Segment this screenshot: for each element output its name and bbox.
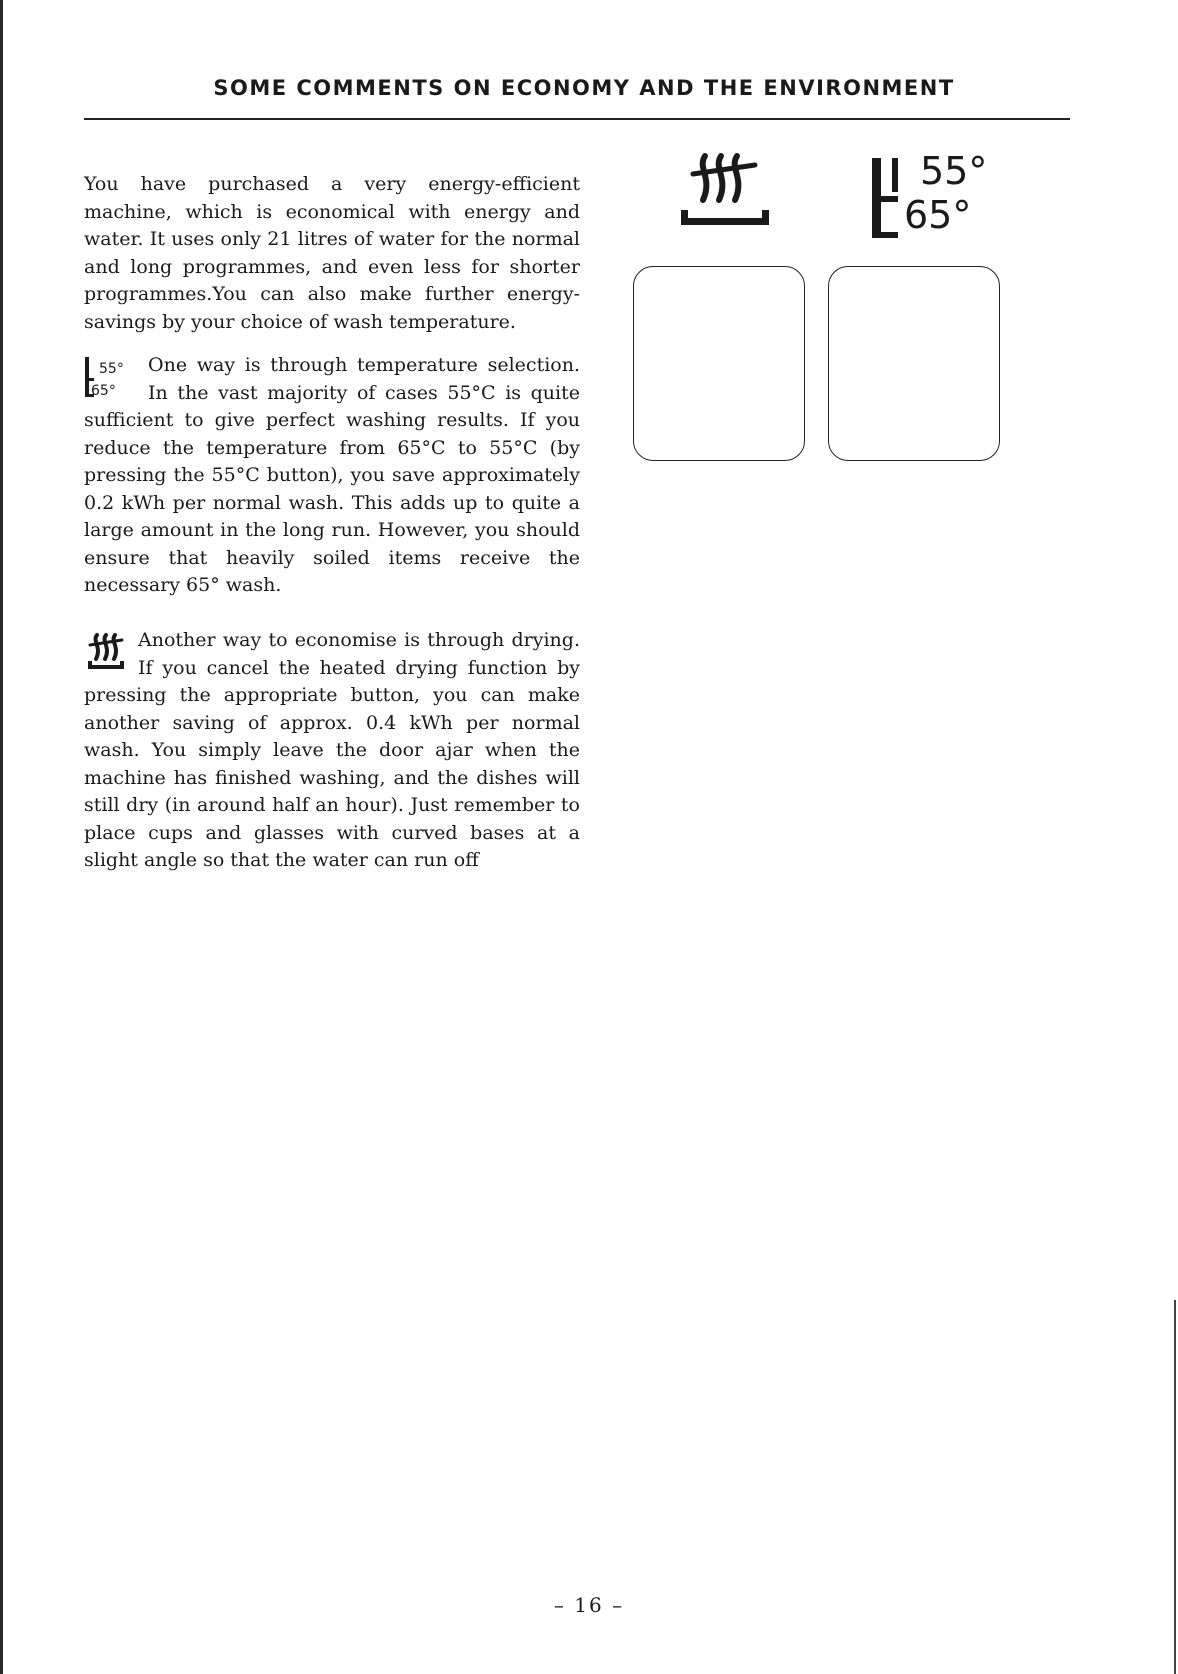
drying-text: Another way to economise is through drying. If you cancel the heated drying function by pressing the appropriate button, you can make another saving of approx. 0.4 kWh per normal wash. You simply leave the door ajar when the machine has finished washing, and the dishes will still dry (in around half an hour). Just remember to place cups and glasses with curved bases at a slight angle so that the water can run off: [84, 629, 580, 871]
scan-edge: [0, 0, 3, 1674]
page-title: SOME COMMENTS ON ECONOMY AND THE ENVIRONMENT: [213, 76, 955, 100]
temperature-select-icon: [84, 354, 140, 400]
temperature-button[interactable]: [828, 266, 1000, 461]
temp-lower-large: 65°: [904, 193, 972, 237]
heated-drying-icon: [84, 629, 130, 673]
page-number: – 16 –: [553, 1593, 625, 1617]
temp-bracket-graphic-large: [870, 156, 898, 240]
temp-upper-label: 55°: [99, 361, 124, 377]
heated-drying-symbol: [675, 150, 775, 234]
temp-upper-large: 55°: [920, 149, 988, 193]
title-rule: [84, 118, 1070, 120]
drying-button[interactable]: [633, 266, 805, 461]
drying-paragraph: [84, 627, 580, 875]
temp-lower-label: 65°: [91, 383, 116, 399]
temperature-select-symbol: [870, 150, 1010, 240]
temperature-text: One way is through temperature selection. In the vast majority of cases 55°C is quite sufficient to give perfect washing results. If you reduce the temperature from 65°C to 55°C (by pressing the 55°C button), you save approximately 0.2 kWh per normal wash. This adds up to quite a large amount in the long run. However, you should ensure that heavily soiled items receive the necessary 65° wash.: [84, 354, 580, 596]
scan-edge-right: [1174, 1300, 1176, 1674]
temperature-paragraph: [84, 352, 580, 600]
intro-paragraph: You have purchased a very energy-efficient machine, which is economical with energy and water. It uses only 21 litres of water for the normal and long programmes, and even less for shorter programmes.You can also make further energy-savings by your choice of wash temperature.: [84, 173, 580, 333]
